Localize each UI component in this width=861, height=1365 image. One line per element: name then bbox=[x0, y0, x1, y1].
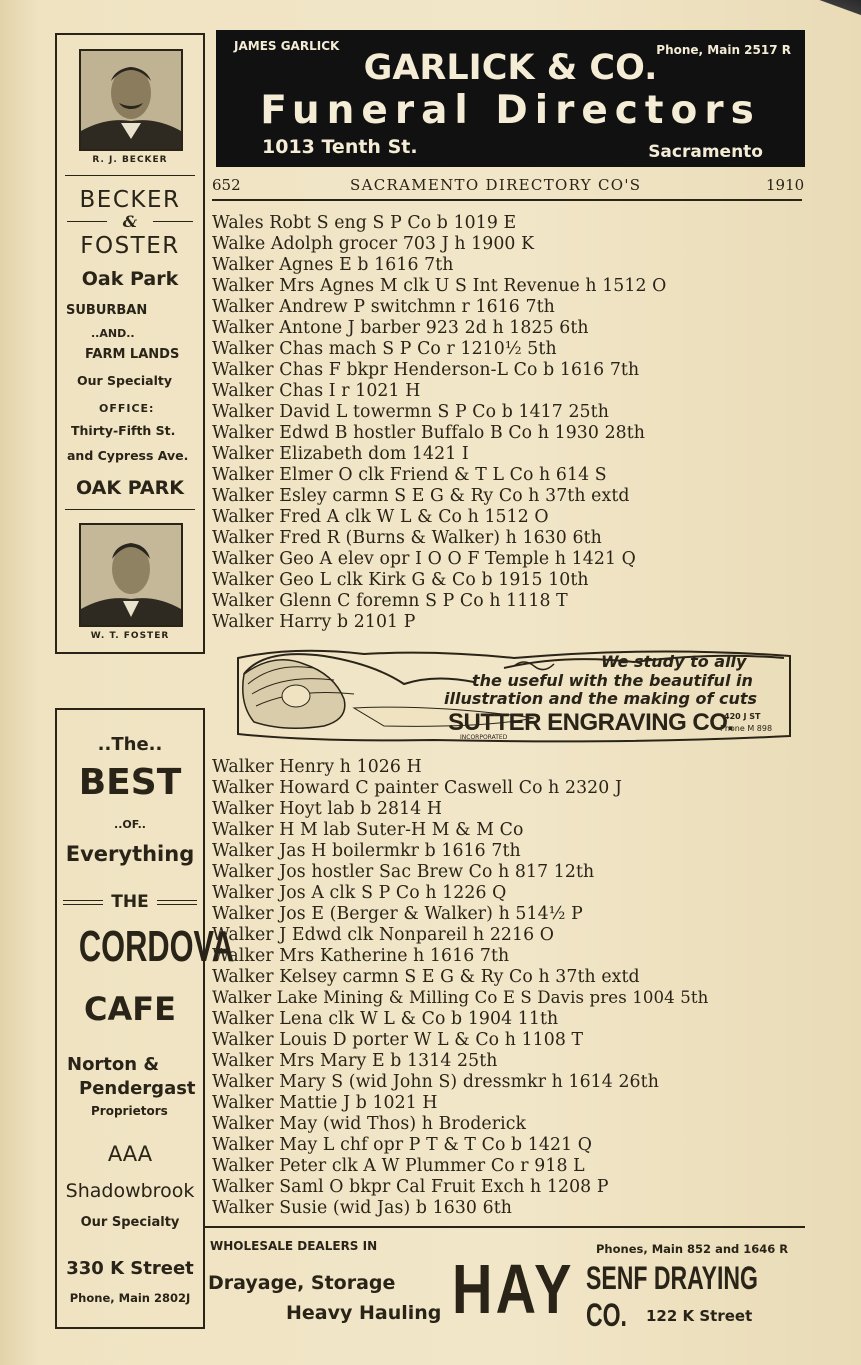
page-number: 652 bbox=[212, 176, 241, 194]
directory-entry: Walker Lake Mining & Milling Co E S Davis pres 1004 5th bbox=[212, 988, 709, 1007]
directory-entry: Walker Glenn C foremn S P Co h 1118 T bbox=[212, 591, 568, 611]
directory-entry: Walker Hoyt lab b 2814 H bbox=[212, 799, 443, 819]
footer-hay: HAY bbox=[452, 1250, 575, 1328]
directory-entry: Walker Mrs Agnes M clk U S Int Revenue h 1512 O bbox=[212, 276, 667, 296]
directory-entry: Walker Mary S (wid John S) dressmkr h 1614 26th bbox=[212, 1072, 659, 1092]
banner-city: Sacramento bbox=[648, 142, 763, 162]
directory-entry: Walker J Edwd clk Nonpareil h 2216 O bbox=[212, 925, 555, 945]
directory-entry: Walker Lena clk W L & Co b 1904 11th bbox=[212, 1009, 559, 1029]
ad-line-street: Thirty-Fifth St. bbox=[71, 423, 176, 438]
directory-entry: Walker Mattie J b 1021 H bbox=[212, 1093, 438, 1113]
cafe-shadowbrook: Shadowbrook bbox=[65, 1180, 195, 1202]
banner-firm: GARLICK & CO. bbox=[363, 48, 658, 88]
amp-line-right bbox=[153, 221, 193, 222]
engraving-address: 420 J ST bbox=[724, 712, 761, 721]
firm-ampersand: & bbox=[122, 212, 138, 231]
cafe-the: ..The.. bbox=[97, 734, 163, 755]
cafe-of: ..OF.. bbox=[114, 818, 146, 831]
directory-entry: Walker Mrs Katherine h 1616 7th bbox=[212, 946, 510, 966]
footer-wholesale: WHOLESALE DEALERS IN bbox=[210, 1239, 378, 1253]
directory-entry: Walker Susie (wid Jas) b 1630 6th bbox=[212, 1198, 512, 1218]
directory-entry: Walker Fred A clk W L & Co h 1512 O bbox=[212, 507, 549, 527]
footer-rule bbox=[205, 1226, 805, 1228]
cafe-owners-2: Pendergast bbox=[79, 1078, 196, 1099]
directory-entry: Walker Jos hostler Sac Brew Co h 817 12th bbox=[212, 862, 595, 882]
cafe-owners-1: Norton & bbox=[67, 1054, 160, 1075]
cordova-cafe-ad bbox=[55, 708, 235, 1329]
firm-foster: FOSTER bbox=[80, 233, 180, 259]
ad-line-avenue: and Cypress Ave. bbox=[67, 448, 189, 463]
head-rule bbox=[212, 199, 802, 201]
directory-entry: Walker Chas mach S P Co r 1210½ 5th bbox=[212, 339, 557, 359]
cafe-best: BEST bbox=[78, 762, 182, 803]
directory-entry: Walker Geo A elev opr I O O F Temple h 1421 Q bbox=[212, 549, 636, 569]
directory-entry: Walker Peter clk A W Plummer Co r 918 L bbox=[212, 1156, 585, 1176]
directory-entry: Walke Adolph grocer 703 J h 1900 K bbox=[212, 234, 535, 254]
cafe-phone: Phone, Main 2802J bbox=[69, 1291, 191, 1305]
directory-entry: Walker Louis D porter W L & Co h 1108 T bbox=[212, 1030, 584, 1050]
directory-entry: Walker Geo L clk Kirk G & Co b 1915 10th bbox=[212, 570, 589, 590]
cafe-specialty: Our Specialty bbox=[80, 1215, 180, 1230]
directory-entry: Walker Agnes E b 1616 7th bbox=[212, 255, 454, 275]
becker-portrait bbox=[79, 49, 183, 151]
directory-entry: Walker Jos E (Berger & Walker) h 514½ P bbox=[212, 904, 583, 924]
engraving-line-2: the useful with the beautiful in bbox=[472, 671, 753, 690]
engraving-line-3: illustration and the making of cuts bbox=[444, 689, 758, 708]
amp-line-left bbox=[67, 221, 107, 222]
engraving-line-1: We study to ally bbox=[601, 652, 747, 671]
directory-entry: Walker May L chf opr P T & T Co b 1421 Q bbox=[212, 1135, 593, 1155]
cafe-cafe: CAFE bbox=[84, 990, 176, 1028]
engraving-phone: Phone M 898 bbox=[720, 724, 773, 733]
ad-line-farm-lands: FARM LANDS bbox=[85, 347, 180, 362]
ad-line-suburban: SUBURBAN bbox=[66, 303, 148, 318]
cafe-proprietors: Proprietors bbox=[91, 1104, 168, 1118]
becker-foster-ad bbox=[55, 33, 205, 654]
foster-portrait bbox=[79, 523, 183, 627]
banner-phone: Phone, Main 2517 R bbox=[656, 43, 791, 57]
directory-entry: Walker Antone J barber 923 2d h 1825 6th bbox=[212, 318, 589, 338]
becker-caption: R. J. BECKER bbox=[92, 155, 168, 165]
directory-entry: Wales Robt S eng S P Co b 1019 E bbox=[212, 213, 517, 233]
cafe-everything: Everything bbox=[65, 842, 195, 866]
running-head-title: SACRAMENTO DIRECTORY CO'S bbox=[350, 176, 642, 194]
ad-divider-1 bbox=[65, 175, 195, 176]
directory-entry: Walker Andrew P switchmn r 1616 7th bbox=[212, 297, 555, 317]
footer-services-1: Drayage, Storage bbox=[208, 1272, 396, 1294]
banner-trade: Funeral Directors bbox=[260, 88, 761, 133]
directory-entry: Walker Chas F bkpr Henderson-L Co b 1616 7th bbox=[212, 360, 640, 380]
ad-divider-2 bbox=[65, 509, 195, 510]
garlick-banner-ad bbox=[216, 30, 805, 167]
place-oak-park: Oak Park bbox=[81, 268, 179, 290]
directory-entry: Walker Jas H boilermkr b 1616 7th bbox=[212, 841, 521, 861]
directory-entry: Walker Elmer O clk Friend & T L Co h 614 S bbox=[212, 465, 607, 485]
foster-portrait-image bbox=[81, 525, 181, 625]
directory-entry: Walker Saml O bkpr Cal Fruit Exch h 1208 P bbox=[212, 1177, 609, 1197]
running-head-year: 1910 bbox=[766, 176, 805, 194]
directory-entry: Walker Howard C painter Caswell Co h 2320 J bbox=[212, 778, 622, 798]
cafe-address: 330 K Street bbox=[66, 1258, 194, 1279]
sutter-engraving-ad bbox=[234, 644, 792, 744]
directory-entry: Walker David L towermn S P Co b 1417 25th bbox=[212, 402, 609, 422]
place-oak-park-caps: OAK PARK bbox=[76, 477, 184, 499]
directory-entry: Walker May (wid Thos) h Broderick bbox=[212, 1114, 527, 1134]
directory-entry: Walker Jos A clk S P Co h 1226 Q bbox=[212, 883, 507, 903]
footer-services-2: Heavy Hauling bbox=[286, 1302, 442, 1324]
ad-line-specialty: Our Specialty bbox=[77, 373, 173, 388]
directory-entry: Walker Esley carmn S E G & Ry Co h 37th extd bbox=[212, 486, 630, 506]
cafe-cordova: CORDOVA bbox=[78, 922, 235, 971]
ad-line-and: ..AND.. bbox=[91, 327, 135, 340]
ad-line-office: OFFICE: bbox=[99, 402, 155, 415]
cafe-aaa: AAA bbox=[107, 1142, 153, 1166]
footer-firm: SENF DRAYING CO. bbox=[586, 1260, 758, 1333]
directory-entry: Walker Chas I r 1021 H bbox=[212, 381, 421, 401]
directory-entry: Walker Kelsey carmn S E G & Ry Co h 37th extd bbox=[212, 967, 640, 987]
directory-entry: Walker Elizabeth dom 1421 I bbox=[212, 444, 469, 464]
directory-entry: Walker Edwd B hostler Buffalo B Co h 1930 28th bbox=[212, 423, 646, 443]
becker-portrait-image bbox=[81, 51, 181, 149]
footer-phones: Phones, Main 852 and 1646 R bbox=[596, 1242, 789, 1256]
directory-entry: Walker Mrs Mary E b 1314 25th bbox=[212, 1051, 498, 1071]
banner-address: 1013 Tenth St. bbox=[262, 136, 418, 158]
firm-becker: BECKER bbox=[79, 187, 181, 213]
engraving-firm: SUTTER ENGRAVING CO. bbox=[448, 709, 734, 736]
directory-entry: Walker H M lab Suter-H M & M Co bbox=[212, 820, 524, 840]
cafe-the2: THE bbox=[111, 892, 149, 912]
directory-entry: Walker Fred R (Burns & Walker) h 1630 6th bbox=[212, 528, 602, 548]
page-corner-shadow bbox=[741, 0, 861, 30]
foster-caption: W. T. FOSTER bbox=[90, 631, 170, 641]
engraving-incorporated: INCORPORATED bbox=[460, 734, 508, 741]
directory-entry: Walker Henry h 1026 H bbox=[212, 757, 422, 777]
banner-owner: JAMES GARLICK bbox=[234, 39, 340, 53]
directory-entry: Walker Harry b 2101 P bbox=[212, 612, 416, 632]
footer-address: 122 K Street bbox=[646, 1307, 753, 1325]
